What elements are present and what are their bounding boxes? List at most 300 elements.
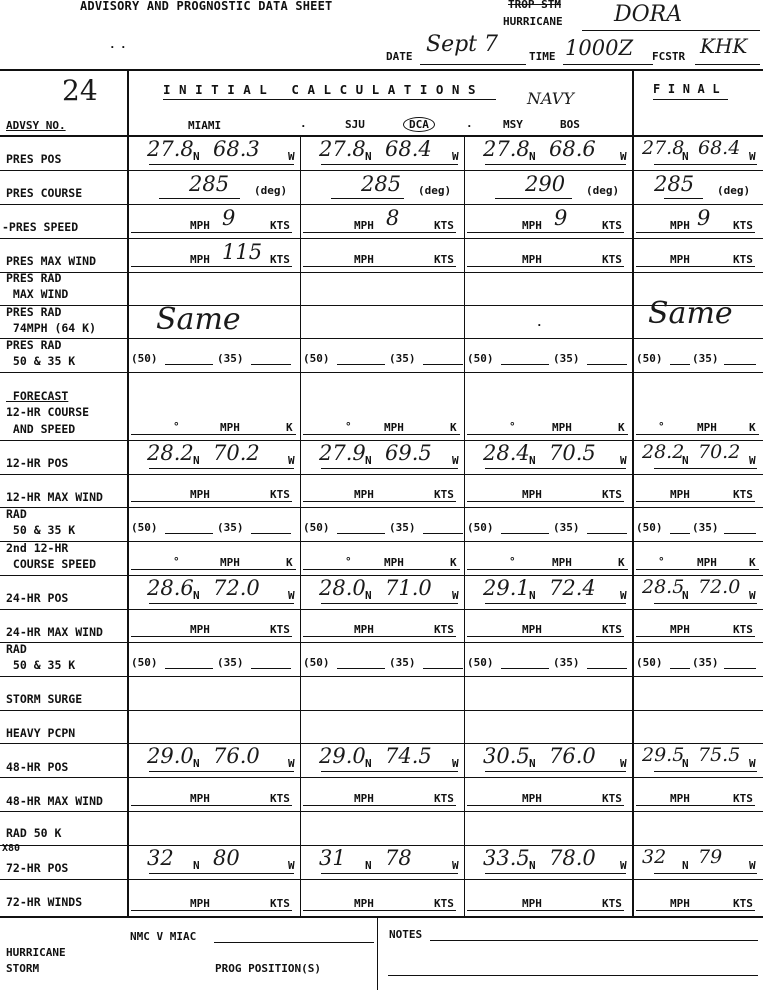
pres-pos-n-0: N	[193, 150, 200, 163]
pres-pos-w-3: W	[749, 150, 756, 163]
time-label: TIME	[529, 50, 556, 63]
pres-speed-value-3: 9	[697, 206, 711, 230]
pres-pos-lon-0: 68.3	[213, 137, 260, 161]
second-12-mph-3: MPH	[697, 556, 717, 569]
pres-rad-50-r35-3: (35)	[692, 352, 719, 365]
pres-rad-50-line	[501, 364, 549, 365]
max-wind-12-line	[636, 501, 755, 502]
forecast-12-line	[636, 434, 759, 435]
pos-24-n-2: N	[529, 589, 536, 602]
course-deg-3: (deg)	[717, 184, 751, 197]
label-12hr-pos: 12-HR POS	[6, 456, 69, 470]
forecast-12-mph-0: MPH	[220, 421, 240, 434]
label-12hr-max-wind: 12-HR MAX WIND	[6, 490, 103, 504]
pos-24-lat-0: 28.6	[147, 576, 194, 600]
pres-rad-50-r50-2: (50)	[467, 352, 494, 365]
pres-speed-value-1: 8	[386, 206, 400, 230]
pres-max-wind-mph-3: MPH	[670, 253, 690, 266]
pos-72-lat-3: 32	[642, 846, 667, 868]
max-wind-48-mph-2: MPH	[522, 792, 542, 805]
pres-rad-74-miami: Same	[156, 302, 241, 337]
max-wind-48-kts-2: KTS	[602, 792, 622, 805]
pos-24-w-3: W	[749, 589, 756, 602]
rad-24-line	[423, 668, 463, 669]
pos-12-lat-0: 28.2	[147, 441, 194, 465]
label-pres-rad-max-wind-2: MAX WIND	[6, 287, 69, 301]
rad-24-r35-0: (35)	[217, 656, 244, 669]
rad-12-line	[165, 533, 213, 534]
label-pres-rad-max-wind-1: PRES RAD	[6, 271, 62, 285]
label-12hr-rad-1: RAD	[6, 507, 27, 521]
pres-max-wind-mph-1: MPH	[354, 253, 374, 266]
rad-24-r35-3: (35)	[692, 656, 719, 669]
pres-speed-kts-0: KTS	[270, 219, 290, 232]
nmc-miac-label: NMC V MIAC	[130, 930, 197, 943]
course-deg-1: (deg)	[418, 184, 452, 197]
max-wind-48-mph-0: MPH	[190, 792, 210, 805]
pos-12-w-2: W	[620, 454, 627, 467]
label-pres-rad-50-1: PRES RAD	[6, 338, 62, 352]
rad-24-line	[165, 668, 213, 669]
pres-pos-line	[149, 164, 294, 165]
rad-12-r35-2: (35)	[553, 521, 580, 534]
mark: .	[120, 38, 127, 51]
pos-72-w-2: W	[620, 859, 627, 872]
pres-speed-line	[303, 232, 456, 233]
row-divider	[0, 879, 763, 880]
pres-pos-lon-2: 68.6	[549, 137, 596, 161]
max-wind-12-mph-2: MPH	[522, 488, 542, 501]
label-pres-rad-74-2: 74MPH (64 K)	[6, 321, 97, 335]
pos-72-w-0: W	[288, 859, 295, 872]
prog-position-label: PROG POSITION(S)	[215, 962, 321, 975]
label-2nd-12hr-2: COURSE SPEED	[6, 557, 97, 571]
rad-12-line	[670, 533, 690, 534]
max-wind-24-mph-1: MPH	[354, 623, 374, 636]
pos-72-lat-1: 31	[319, 846, 346, 870]
pos-12-lon-2: 70.5	[549, 441, 596, 465]
time-value: 1000Z	[565, 36, 634, 60]
pres-speed-kts-2: KTS	[602, 219, 622, 232]
course-value-2: 290	[525, 172, 566, 196]
pos-72-lon-0: 80	[213, 846, 240, 870]
pos-48-lon-0: 76.0	[213, 744, 260, 768]
rad-12-line	[587, 533, 627, 534]
winds-72-mph-3: MPH	[670, 897, 690, 910]
pos-12-lat-3: 28.2	[642, 441, 685, 463]
pres-pos-w-1: W	[452, 150, 459, 163]
pres-speed-line	[131, 232, 292, 233]
advisory-number: 24	[62, 74, 98, 107]
pres-pos-w-0: W	[288, 150, 295, 163]
label-48hr-max-wind: 48-HR MAX WIND	[6, 794, 103, 808]
pos-48-lat-1: 29.0	[319, 744, 366, 768]
row-divider	[0, 170, 763, 171]
form-title: ADVISORY AND PROGNOSTIC DATA SHEET	[80, 0, 333, 13]
storm-name: DORA	[614, 2, 683, 27]
winds-72-mph-0: MPH	[190, 897, 210, 910]
pos-48-line	[654, 771, 757, 772]
rad-24-line	[501, 668, 549, 669]
pres-speed-mph-3: MPH	[670, 219, 690, 232]
label-24hr-rad-1: RAD	[6, 642, 27, 656]
course-deg-0: (deg)	[254, 184, 288, 197]
pos-72-line	[321, 873, 458, 874]
second-12-mph-0: MPH	[220, 556, 240, 569]
label-pres-speed: -PRES SPEED	[2, 220, 79, 234]
rad-12-line	[337, 533, 385, 534]
rad-24-line	[337, 668, 385, 669]
pos-12-line	[654, 468, 757, 469]
row-divider	[0, 272, 763, 273]
row-divider	[0, 642, 763, 643]
pos-24-n-3: N	[682, 589, 689, 602]
forecast-12-line	[467, 434, 628, 435]
pres-rad-50-line	[165, 364, 213, 365]
pos-48-lon-1: 74.5	[385, 744, 432, 768]
label-pres-course: PRES COURSE	[6, 186, 83, 200]
pos-48-w-2: W	[620, 757, 627, 770]
label-heavy-pcpn: HEAVY PCPN	[6, 726, 76, 740]
pres-rad-50-r35-2: (35)	[553, 352, 580, 365]
max-wind-12-kts-3: KTS	[733, 488, 753, 501]
row-divider	[0, 474, 763, 475]
label-24hr-pos: 24-HR POS	[6, 591, 69, 605]
pres-rad-50-r35-1: (35)	[389, 352, 416, 365]
course-value-0: 285	[189, 172, 230, 196]
max-wind-24-line	[467, 636, 624, 637]
pos-48-line	[321, 771, 458, 772]
max-wind-24-line	[131, 636, 292, 637]
max-wind-48-kts-1: KTS	[434, 792, 454, 805]
pos-24-lat-2: 29.1	[483, 576, 530, 600]
second-12-line	[636, 569, 759, 570]
max-wind-48-line	[636, 805, 755, 806]
pos-24-line	[321, 603, 458, 604]
max-wind-12-line	[131, 501, 292, 502]
col-bos: BOS	[560, 118, 580, 131]
pres-speed-mph-1: MPH	[354, 219, 374, 232]
pos-12-n-2: N	[529, 454, 536, 467]
pres-speed-value-0: 9	[222, 206, 236, 230]
pos-12-n-1: N	[365, 454, 372, 467]
pres-max-wind-value-0: 115	[222, 240, 263, 264]
row-divider	[0, 204, 763, 205]
max-wind-12-mph-0: MPH	[190, 488, 210, 501]
winds-72-line	[131, 910, 292, 911]
pres-rad-50-r35-0: (35)	[217, 352, 244, 365]
course-line	[331, 198, 404, 199]
pos-24-lat-3: 28.5	[642, 576, 685, 598]
pos-48-w-0: W	[288, 757, 295, 770]
course-line	[159, 198, 240, 199]
pres-max-wind-kts-0: KTS	[270, 253, 290, 266]
label-pres-pos: PRES POS	[6, 152, 62, 166]
winds-72-kts-3: KTS	[733, 897, 753, 910]
second-12-deg-1: °	[345, 555, 352, 568]
forecast-12-k-1: K	[450, 421, 457, 434]
max-wind-24-kts-1: KTS	[434, 623, 454, 636]
max-wind-24-line	[303, 636, 456, 637]
pos-24-n-0: N	[193, 589, 200, 602]
pres-max-wind-line	[467, 266, 624, 267]
pos-48-n-1: N	[365, 757, 372, 770]
forecast-12-mph-2: MPH	[552, 421, 572, 434]
initial-calculations-heading: I N I T I A L C A L C U L A T I O N S	[163, 82, 476, 97]
pos-12-lon-1: 69.5	[385, 441, 432, 465]
max-wind-48-kts-3: KTS	[733, 792, 753, 805]
second-12-mph-2: MPH	[552, 556, 572, 569]
course-value-3: 285	[654, 172, 695, 196]
label-pres-max-wind: PRES MAX WIND	[6, 254, 97, 268]
max-wind-48-mph-1: MPH	[354, 792, 374, 805]
pos-48-lon-2: 76.0	[549, 744, 596, 768]
pos-72-n-1: N	[365, 859, 372, 872]
max-wind-48-line	[303, 805, 456, 806]
max-wind-12-kts-2: KTS	[602, 488, 622, 501]
label-pres-rad-74-1: PRES RAD	[6, 305, 62, 319]
row-divider	[0, 777, 763, 778]
pos-48-w-3: W	[749, 757, 756, 770]
pos-12-lat-2: 28.4	[483, 441, 530, 465]
pres-max-wind-line	[636, 266, 755, 267]
label-72hr-winds: 72-HR WINDS	[6, 895, 83, 909]
forecast-12-deg-1: °	[345, 420, 352, 433]
pres-pos-line	[654, 164, 757, 165]
pres-pos-n-3: N	[682, 150, 689, 163]
pos-24-lon-3: 72.0	[698, 576, 741, 598]
final-heading: F I N A L	[653, 82, 720, 96]
row-divider	[0, 710, 763, 711]
second-12-mph-1: MPH	[384, 556, 404, 569]
row-divider	[0, 811, 763, 812]
rad-12-line	[251, 533, 291, 534]
pos-48-n-2: N	[529, 757, 536, 770]
pos-72-lon-1: 78	[385, 846, 412, 870]
pos-72-line	[654, 873, 757, 874]
pres-speed-mph-0: MPH	[190, 219, 210, 232]
rad-12-r35-0: (35)	[217, 521, 244, 534]
pres-speed-line	[636, 232, 755, 233]
pos-48-n-0: N	[193, 757, 200, 770]
pos-12-n-0: N	[193, 454, 200, 467]
pos-48-lon-3: 75.5	[698, 744, 741, 766]
pres-max-wind-line	[131, 266, 292, 267]
rad-24-r35-2: (35)	[553, 656, 580, 669]
second-12-deg-0: °	[173, 555, 180, 568]
forecast-12-k-0: K	[286, 421, 293, 434]
pres-max-wind-line	[303, 266, 456, 267]
label-forecast: FORECAST	[6, 389, 69, 403]
pos-12-line	[149, 468, 294, 469]
pres-pos-lon-3: 68.4	[698, 137, 741, 159]
pres-pos-w-2: W	[620, 150, 627, 163]
course-value-1: 285	[361, 172, 402, 196]
rad-12-r50-3: (50)	[636, 521, 663, 534]
forecast-12-deg-3: °	[658, 420, 665, 433]
max-wind-48-line	[131, 805, 292, 806]
max-wind-24-mph-3: MPH	[670, 623, 690, 636]
pres-pos-n-1: N	[365, 150, 372, 163]
winds-72-kts-1: KTS	[434, 897, 454, 910]
pos-12-line	[485, 468, 626, 469]
col-dca: DCA	[403, 117, 435, 132]
row-divider	[0, 338, 763, 339]
rad-24-r50-3: (50)	[636, 656, 663, 669]
advisory-label: ADVSY NO.	[6, 119, 66, 132]
rad-12-line	[423, 533, 463, 534]
row-divider	[0, 238, 763, 239]
pos-12-w-3: W	[749, 454, 756, 467]
pres-pos-lat-1: 27.8	[319, 137, 366, 161]
second-12-k-1: K	[450, 556, 457, 569]
rad-12-r50-2: (50)	[467, 521, 494, 534]
fcstr-label: FCSTR	[652, 50, 686, 63]
pos-72-n-2: N	[529, 859, 536, 872]
pres-max-wind-kts-2: KTS	[602, 253, 622, 266]
rad-24-line	[670, 668, 690, 669]
rad-24-line	[724, 668, 756, 669]
rad-24-r50-2: (50)	[467, 656, 494, 669]
pos-12-lon-0: 70.2	[213, 441, 260, 465]
mark: .	[466, 117, 473, 130]
pos-48-lat-2: 30.5	[483, 744, 530, 768]
pos-12-lat-1: 27.9	[319, 441, 366, 465]
mark: .	[300, 117, 307, 130]
second-12-k-0: K	[286, 556, 293, 569]
row-divider	[0, 541, 763, 542]
second-12-line	[131, 569, 296, 570]
label-rad-50: RAD 50 K	[6, 826, 62, 840]
mark: .	[536, 316, 543, 329]
pres-speed-kts-3: KTS	[733, 219, 753, 232]
pres-max-wind-mph-0: MPH	[190, 253, 210, 266]
max-wind-24-kts-0: KTS	[270, 623, 290, 636]
rad-24-r35-1: (35)	[389, 656, 416, 669]
winds-72-mph-1: MPH	[354, 897, 374, 910]
pos-72-w-1: W	[452, 859, 459, 872]
pres-pos-lat-0: 27.8	[147, 137, 194, 161]
max-wind-24-kts-2: KTS	[602, 623, 622, 636]
storm-type-label: HURRICANE	[503, 15, 563, 28]
pos-72-lat-2: 33.5	[483, 846, 530, 870]
pres-max-wind-kts-1: KTS	[434, 253, 454, 266]
col-msy: MSY	[503, 118, 523, 131]
forecast-12-deg-0: °	[173, 420, 180, 433]
pres-rad-50-line	[423, 364, 463, 365]
pres-rad-50-r50-3: (50)	[636, 352, 663, 365]
label-forecast-speed: AND SPEED	[6, 422, 76, 436]
label-72hr-pos: 72-HR POS	[6, 861, 69, 875]
rad-24-r50-1: (50)	[303, 656, 330, 669]
pos-48-w-1: W	[452, 757, 459, 770]
pos-24-lon-0: 72.0	[213, 576, 260, 600]
pos-24-line	[654, 603, 757, 604]
row-divider	[0, 372, 763, 373]
pos-24-w-1: W	[452, 589, 459, 602]
pres-pos-lat-3: 27.8	[642, 137, 685, 159]
max-wind-12-kts-1: KTS	[434, 488, 454, 501]
pres-pos-lon-1: 68.4	[385, 137, 432, 161]
rad-12-line	[501, 533, 549, 534]
pos-24-line	[149, 603, 294, 604]
pos-72-lon-2: 78.0	[549, 846, 596, 870]
storm-type-struck: TROP STM	[508, 0, 561, 11]
max-wind-12-mph-1: MPH	[354, 488, 374, 501]
pos-72-lat-0: 32	[147, 846, 174, 870]
max-wind-48-line	[467, 805, 624, 806]
forecast-12-deg-2: °	[509, 420, 516, 433]
pos-24-lat-1: 28.0	[319, 576, 366, 600]
pres-pos-lat-2: 27.8	[483, 137, 530, 161]
pos-72-line	[149, 873, 294, 874]
max-wind-12-mph-3: MPH	[670, 488, 690, 501]
winds-72-line	[303, 910, 456, 911]
pres-speed-kts-1: KTS	[434, 219, 454, 232]
notes-label: NOTES	[389, 928, 423, 941]
max-wind-12-line	[467, 501, 624, 502]
pres-rad-50-line	[337, 364, 385, 365]
rad-12-r35-3: (35)	[692, 521, 719, 534]
label-pres-rad-50-2: 50 & 35 K	[6, 354, 76, 368]
pres-speed-value-2: 9	[554, 206, 568, 230]
max-wind-24-mph-0: MPH	[190, 623, 210, 636]
label-2nd-12hr-1: 2nd 12-HR	[6, 541, 69, 555]
pos-48-line	[149, 771, 294, 772]
forecast-12-line	[131, 434, 296, 435]
pos-72-n-0: N	[193, 859, 200, 872]
second-12-line	[467, 569, 628, 570]
rad-24-line	[251, 668, 291, 669]
pres-rad-50-line	[251, 364, 291, 365]
pos-12-line	[321, 468, 458, 469]
label-storm-surge: STORM SURGE	[6, 692, 83, 706]
course-deg-2: (deg)	[586, 184, 620, 197]
pos-12-n-3: N	[682, 454, 689, 467]
pres-rad-50-line	[587, 364, 627, 365]
max-wind-24-line	[636, 636, 755, 637]
max-wind-24-kts-3: KTS	[733, 623, 753, 636]
pos-72-n-3: N	[682, 859, 689, 872]
label-forecast-course: 12-HR COURSE	[6, 405, 90, 419]
max-wind-48-mph-3: MPH	[670, 792, 690, 805]
storm-label: STORM	[6, 962, 40, 975]
pos-24-n-1: N	[365, 589, 372, 602]
pres-pos-line	[321, 164, 458, 165]
winds-72-line	[467, 910, 624, 911]
pres-speed-line	[467, 232, 624, 233]
pos-72-w-3: W	[749, 859, 756, 872]
second-12-deg-3: °	[658, 555, 665, 568]
max-wind-12-line	[303, 501, 456, 502]
forecast-12-k-2: K	[618, 421, 625, 434]
row-divider	[0, 676, 763, 677]
winds-72-line	[636, 910, 755, 911]
course-line	[495, 198, 572, 199]
label-x80: X80	[2, 843, 21, 854]
col-sju: SJU	[345, 118, 365, 131]
pos-72-line	[485, 873, 626, 874]
row-divider	[0, 507, 763, 508]
second-12-line	[303, 569, 460, 570]
hurricane-label: HURRICANE	[6, 946, 66, 959]
pres-max-wind-mph-2: MPH	[522, 253, 542, 266]
second-12-k-2: K	[618, 556, 625, 569]
pres-speed-mph-2: MPH	[522, 219, 542, 232]
date-label: DATE	[386, 50, 413, 63]
forecast-12-mph-3: MPH	[697, 421, 717, 434]
pres-rad-50-line	[724, 364, 756, 365]
